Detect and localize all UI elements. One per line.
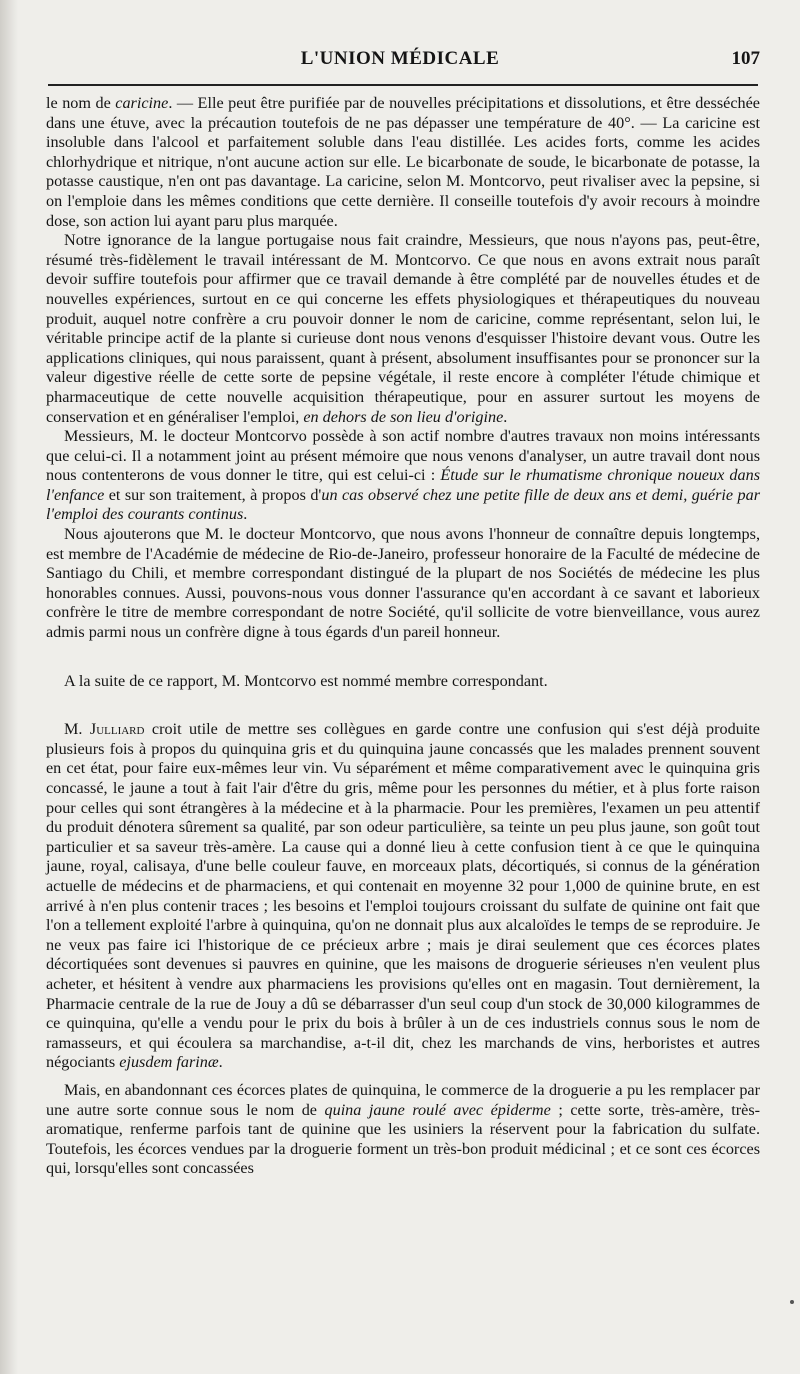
text-run: . (218, 1053, 223, 1072)
text-run: ; cette sorte, très-amère, très-aromatique, renferme parfois tant de quinine que les usiniers la réservent pour la fabrication du sulfate. Toutefois, les écorces vendues par la droguerie forment un très-bon produit médicinal ; et ce sont ces écorces qui, lorsqu'elles sont concassées (46, 1100, 761, 1178)
article-body (46, 94, 760, 1179)
text-run: Mais, en abandonnant ces écorces plates de quinquina, le commerce de la droguerie a pu les remplacer par une autre sorte connue sous le nom de (46, 1080, 760, 1119)
page-number: 107 (731, 48, 760, 69)
text-run: Notre ignorance de la langue portugaise nous fait craindre, Messieurs, que nous n'ayons pas, peut-être, résumé très-fidèlement le travail intéressant de M. Montcorvo. Ce que nous en avons extrait nous paraît devoir suffire toutefois pour affirmer que ce travail demande à être complété par de nouvelles études et de nouvelles expériences, surtout en ce qui concerne les effets physiologiques et thérapeutiques du nouveau produit, auquel notre confrère a cru pouvoir donner le nom de caricine, comme représentant, selon lui, le véritable principe actif de la plante si curieuse dont nous venons d'esquisser l'histoire devant vous. Outre les applications cliniques, qui nous paraissent, quant à présent, absolument insuffisantes pour se prononcer sur la valeur digestive réelle de cette sorte de pepsine végétale, il reste encore à compléter l'étude chimique et pharmaceutique de cette nouvelle acquisition thérapeutique, pour en assurer surtout les moyens de conservation et en généraliser l'emploi, (46, 231, 760, 426)
italic-phrase: en dehors de son lieu d'origine (303, 407, 504, 426)
text-run: Messieurs, M. le docteur Montcorvo possède à son actif nombre d'autres travaux non moins intéressants que celui-ci. Il a notamment joint au présent mémoire que nous venons d'analyser, un autre travail dont nous nous contenterons de vous donner le titre, qui est celui-ci : (46, 427, 760, 485)
page-gutter-shadow (0, 0, 18, 1374)
page-header (40, 48, 760, 78)
text-run: . (243, 505, 248, 524)
text-run: et sur son traitement, à propos d' (104, 485, 322, 504)
text-run: le nom de (46, 94, 116, 112)
header-rule (48, 84, 758, 86)
italic-phrase: ejusdem farinæ (119, 1053, 219, 1072)
paragraph-nomination: A la suite de ce rapport, M. Montcorvo est nommé membre correspondant. (64, 671, 548, 690)
running-title: L'UNION MÉDICALE (300, 48, 500, 69)
text-run: . — Elle peut être purifiée par de nouvelles précipitations et dissolutions, et être desséchée dans une étuve, avec la précaution toutefois de ne pas dépasser une température de 40°. — La caricine est insoluble dans l'alcool et parfaitement soluble dans l'eau distillée. Les acides forts, comme les acides chlorhydrique et nitrique, n'ont aucune action sur elle. Le bicarbonate de soude, le bicarbonate de potasse, la potasse caustique, n'en ont pas davantage. La caricine, selon M. Montcorvo, peut rivaliser avec la pepsine, si on l'emploie dans les mêmes conditions que cette dernière. Il conseille toutefois d'y avoir recours à moindre dose, son action lui ayant paru plus marquée. (46, 94, 760, 230)
paragraph-droguerie (46, 1081, 760, 1179)
italic-term: caricine (115, 94, 169, 112)
paragraph-membership: Nous ajouterons que M. le docteur Montcorvo, que nous avons l'honneur de connaître depuis longtemps, est membre de l'Académie de médecine de Rio-de-Janeiro, professeur honoraire de la Faculté de médecine de Santiago du Chili, et membre correspondant distingué de la plupart de nos Sociétés de médecine les plus honorables connues. Aussi, pouvons-nous vous donner l'assurance qu'en accordant à ce savant et laborieux confrère le titre de membre correspondant de notre Société, qu'il sollicite de votre bienveillance, vous aurez admis parmi nous un confrère digne à tous égards d'un pareil honneur. (46, 525, 760, 642)
print-speck (790, 1300, 794, 1304)
italic-title: Étude sur le rhumatisme chronique noueux dans l'enfance (46, 466, 761, 504)
italic-title: un cas observé chez une petite fille de deux ans et demi, guérie par l'emploi des courants continus (46, 485, 760, 524)
paragraph-ignorance (46, 231, 760, 427)
text-run: . (503, 407, 508, 426)
paragraph-other-works (46, 427, 760, 525)
paragraph-caricine (46, 94, 760, 231)
italic-phrase: quina jaune roulé avec épiderme (324, 1100, 551, 1119)
text-run: croit utile de mettre ses collègues en garde contre une confusion qui s'est déjà produite plusieurs fois à propos du quinquina gris et du quinquina jaune concassés que les malades prennent souvent en cet état, pour faire eux-mêmes leur vin. Vu séparément et même comparativement avec le quinquina gris concassé, le jaune a tout à fait l'air d'être du gris, même pour les personnes du métier, et à plus forte raison pour celles qui sont étrangères à la médecine et à la pharmacie. Pour les premières, l'examen un peu attentif du produit dénotera sûrement sa qualité, par son odeur particulière, sa teinte un peu plus jaune, son goût tout particulier et sa saveur très-amère. La cause qui a donné lieu à cette confusion tient à ce que le quinquina jaune, royal, calisaya, d'une belle couleur fauve, en morceaux plats, décortiqués, si connus de la génération actuelle de médecins et de pharmaciens, et qui contenait en moyenne 32 pour 1,000 de quinine brute, en est arrivé à n'en plus contenir traces ; les besoins et l'emploi toujours croissant du sulfate de quinine ont fait que l'on a tellement exploité l'arbre à quinquina, qu'on ne donnait plus aux alcaloïdes le temps de se reproduire. Je ne veux pas faire ici l'historique de ce précieux arbre ; mais je dirai seulement que ces écorces plates décortiquées sont devenues si pauvres en quinine, que les maisons de droguerie sérieuses n'en veulent plus acheter, et hésitent à vendre aux pharmaciens les provisions qu'elles ont en magasin. Tout dernièrement, la Pharmacie centrale de la rue de Jouy a dû se débarrasser d'un seul coup d'un stock de 30,000 kilogrammes de ce quinquina, qu'elle a vendu pour le prix du bois à brûler à un de ces industriels connus sous le nom de ramasseurs, et qui écoulera sa marchandise, a-t-il dit, chez les marchands de vins, herboristes et autres négociants (46, 720, 760, 1072)
speaker-name: M. Julliard (64, 720, 145, 739)
paragraph-julliard (46, 720, 760, 1073)
